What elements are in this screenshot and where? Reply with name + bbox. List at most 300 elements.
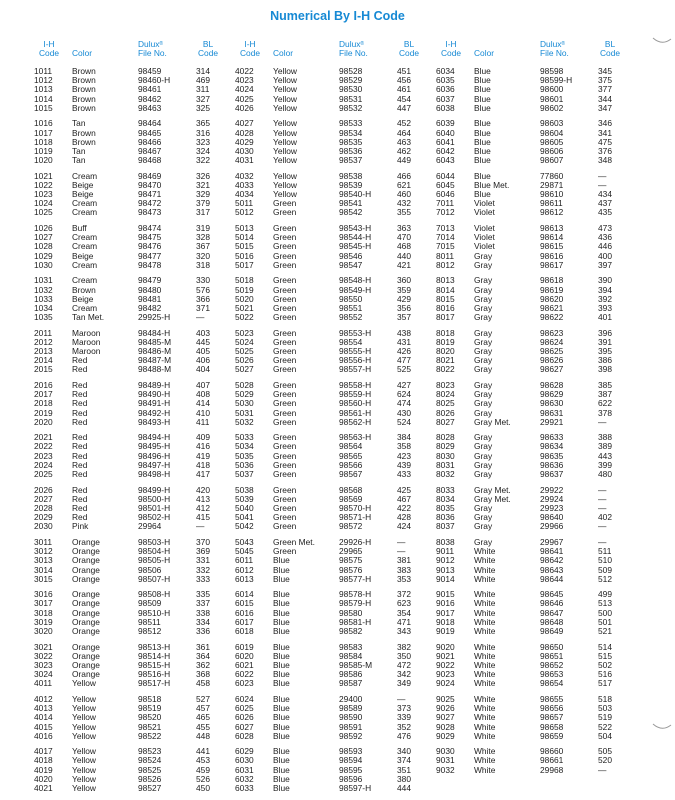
cell-bl: 434: [598, 189, 612, 200]
cell-file: 98522: [138, 730, 162, 741]
cell-file: 98585-M: [339, 659, 373, 670]
cell-code: 6029: [235, 746, 254, 757]
cell-file: 98615: [540, 241, 564, 252]
cell-file: 98515-H: [138, 659, 171, 670]
cell-code: 5020: [235, 293, 254, 304]
cell-code: 8033: [436, 484, 455, 495]
cell-code: 4020: [34, 773, 53, 784]
cell-bl: 621: [397, 179, 411, 190]
cell-code: 1026: [34, 222, 53, 233]
cell-code: 6024: [235, 693, 254, 704]
cell-code: 2025: [34, 469, 53, 480]
cell-color: White: [474, 598, 496, 609]
header-color: Color: [273, 48, 294, 58]
cell-file: 29964: [138, 521, 162, 532]
cell-code: 8021: [436, 355, 455, 366]
cell-bl: 500: [598, 607, 612, 618]
cell-color: Gray Met.: [474, 493, 511, 504]
cell-code: 8034: [436, 493, 455, 504]
cell-code: 4027: [235, 118, 254, 129]
cell-code: 6036: [436, 84, 455, 95]
cell-bl: 509: [598, 564, 612, 575]
cell-color: Cream: [72, 232, 98, 243]
cell-bl: —: [598, 484, 607, 495]
cell-code: 6013: [235, 573, 254, 584]
cell-color: Green: [273, 512, 297, 523]
cell-file: 98657: [540, 712, 564, 723]
cell-file: 29923: [540, 503, 564, 513]
cell-code: 8014: [436, 284, 455, 295]
cell-bl: 410: [196, 407, 210, 418]
cell-bl: 330: [196, 275, 210, 286]
cell-bl: 311: [196, 84, 210, 95]
cell-code: 2021: [34, 432, 53, 443]
header-dulux: Dulux®: [138, 39, 164, 49]
cell-color: White: [474, 555, 496, 566]
cell-color: Maroon: [72, 336, 101, 347]
cell-file: 98610: [540, 189, 564, 200]
cell-file: 98505-H: [138, 555, 171, 566]
cell-code: 6042: [436, 145, 455, 156]
cell-color: Blue: [474, 84, 491, 95]
cell-bl: 476: [397, 730, 411, 741]
cell-bl: 353: [397, 573, 411, 584]
cell-bl: 349: [397, 678, 411, 689]
cell-code: 5015: [235, 241, 254, 252]
cell-file: 98499-H: [138, 484, 171, 495]
cell-color: Cream: [72, 198, 98, 209]
cell-file: 98640: [540, 512, 564, 523]
cell-bl: 510: [598, 555, 612, 566]
cell-file: 98631: [540, 407, 564, 418]
cell-file: 98513-H: [138, 641, 171, 652]
cell-file: 98587: [339, 678, 363, 689]
cell-code: 9023: [436, 669, 455, 680]
cell-color: Blue: [273, 678, 290, 689]
cell-color: Yellow: [273, 75, 297, 86]
cell-bl: 331: [196, 555, 210, 566]
cell-file: 98571-H: [339, 512, 372, 523]
cell-color: Blue: [273, 703, 290, 714]
cell-bl: 385: [598, 379, 612, 390]
cell-color: Gray: [474, 521, 493, 532]
cell-file: 98660: [540, 746, 564, 757]
cell-bl: 438: [397, 327, 411, 338]
cell-code: 5012: [235, 207, 254, 218]
cell-file: 98550: [339, 293, 363, 304]
cell-file: 98512: [138, 626, 162, 637]
cell-bl: 357: [397, 312, 411, 323]
cell-file: 98514-H: [138, 650, 171, 661]
cell-file: 98558-H: [339, 379, 372, 390]
cell-color: Green: [273, 416, 297, 427]
cell-color: White: [474, 755, 496, 766]
cell-bl: 445: [196, 336, 210, 347]
cell-color: Blue: [474, 136, 491, 147]
cell-code: 6032: [235, 773, 254, 784]
cell-color: Green: [273, 450, 297, 461]
cell-file: 98555-H: [339, 346, 372, 357]
cell-color: Brown: [72, 93, 96, 104]
cell-color: Gray: [474, 355, 493, 366]
cell-color: Gray Met.: [474, 484, 511, 495]
cell-file: 98506: [138, 564, 162, 575]
cell-code: 5025: [235, 346, 254, 357]
cell-file: 98459: [138, 66, 162, 76]
cell-bl: 522: [598, 721, 612, 732]
cell-code: 1022: [34, 179, 53, 190]
cell-bl: 415: [196, 512, 210, 523]
cell-bl: 403: [196, 327, 210, 338]
cell-code: 2019: [34, 407, 53, 418]
cell-color: Gray: [474, 389, 493, 400]
cell-file: 98463: [138, 102, 162, 113]
cell-code: 9030: [436, 746, 455, 757]
cell-file: 98649: [540, 626, 564, 637]
cell-bl: 379: [196, 198, 210, 209]
cell-color: Beige: [72, 250, 94, 261]
cell-file: 98517-H: [138, 678, 171, 689]
cell-file: 98584: [339, 650, 363, 661]
page-title: Numerical By I-H Code: [270, 9, 405, 23]
cell-code: 7013: [436, 222, 455, 233]
cell-color: Blue: [273, 650, 290, 661]
cell-file: 98591: [339, 721, 363, 732]
cell-file: 98566: [339, 459, 363, 470]
cell-bl: 356: [397, 302, 411, 313]
cell-file: 98467: [138, 145, 162, 156]
registered-mark: ®: [159, 41, 164, 47]
cell-color: Orange: [72, 650, 100, 661]
cell-file: 98618: [540, 275, 564, 286]
cell-bl: 381: [397, 555, 411, 566]
cell-code: 3012: [34, 546, 53, 557]
cell-bl: 526: [196, 773, 210, 784]
cell-file: 98464: [138, 118, 162, 129]
cell-code: 2011: [34, 327, 53, 338]
cell-code: 2014: [34, 355, 53, 366]
cell-color: Beige: [72, 179, 94, 190]
cell-code: 6022: [235, 669, 254, 680]
cell-file: 98521: [138, 721, 162, 732]
cell-code: 6015: [235, 598, 254, 609]
cell-code: 4014: [34, 712, 53, 723]
cell-color: Yellow: [273, 127, 297, 138]
cell-code: 6028: [235, 730, 254, 741]
cell-color: Orange: [72, 573, 100, 584]
cell-code: 3018: [34, 607, 53, 618]
cell-color: Red: [72, 459, 88, 470]
cell-color: Orange: [72, 546, 100, 557]
cell-code: 6034: [436, 66, 455, 76]
cell-color: Gray: [474, 441, 493, 452]
cell-file: 98590: [339, 712, 363, 723]
cell-code: 6020: [235, 650, 254, 661]
cell-code: 9027: [436, 712, 455, 723]
cell-color: Orange: [72, 598, 100, 609]
cell-bl: 318: [196, 259, 210, 270]
cell-color: Green: [273, 302, 297, 313]
cell-bl: 466: [397, 170, 411, 181]
cell-code: 8024: [436, 389, 455, 400]
cell-bl: 399: [598, 459, 612, 470]
cell-color: Blue: [273, 746, 290, 757]
cell-color: Yellow: [273, 170, 297, 181]
cell-code: 2026: [34, 484, 53, 495]
cell-bl: —: [397, 693, 406, 704]
cell-bl: —: [196, 521, 205, 532]
cell-code: 7011: [436, 198, 455, 209]
cell-file: 29400: [339, 693, 363, 704]
cell-file: 98636: [540, 459, 564, 470]
cell-color: Green: [273, 398, 297, 409]
cell-file: 98561-H: [339, 407, 372, 418]
cell-code: 5011: [235, 198, 254, 209]
cell-code: 6046: [436, 189, 455, 200]
cell-bl: 514: [598, 641, 612, 652]
cell-code: 9012: [436, 555, 455, 566]
cell-code: 3022: [34, 650, 53, 661]
cell-bl: 477: [397, 355, 411, 366]
cell-code: 6037: [436, 93, 455, 104]
cell-color: Green: [273, 207, 297, 218]
cell-file: 98486-M: [138, 346, 172, 357]
cell-color: Orange: [72, 564, 100, 575]
cell-code: 6035: [436, 75, 455, 86]
cell-file: 98603: [540, 118, 564, 129]
cell-file: 98504-H: [138, 546, 171, 557]
cell-color: Tan: [72, 118, 86, 129]
cell-bl: 504: [598, 730, 612, 741]
cell-file: 29925-H: [138, 312, 171, 323]
cell-file: 98516-H: [138, 669, 171, 680]
cell-bl: 317: [196, 207, 210, 218]
cell-file: 98492-H: [138, 407, 171, 418]
cell-file: 98606: [540, 145, 564, 156]
cell-code: 2030: [34, 521, 53, 532]
cell-code: 2016: [34, 379, 53, 390]
cell-bl: 343: [397, 626, 411, 637]
cell-file: 98556-H: [339, 355, 372, 366]
cell-color: Blue: [273, 555, 290, 566]
cell-color: Gray: [474, 364, 493, 375]
cell-code: 6027: [235, 721, 254, 732]
cell-color: Blue: [273, 764, 290, 775]
cell-code: 2018: [34, 398, 53, 409]
cell-color: Yellow: [273, 93, 297, 104]
cell-code: 1012: [34, 75, 53, 86]
cell-file: 98470: [138, 179, 162, 190]
cell-color: Blue: [474, 170, 491, 181]
cell-code: 7014: [436, 232, 455, 243]
cell-bl: 344: [598, 93, 612, 104]
cell-file: 98494-H: [138, 432, 171, 443]
cell-code: 1030: [34, 259, 53, 270]
cell-file: 98528: [339, 66, 363, 76]
cell-code: 1020: [34, 155, 53, 166]
cell-code: 5042: [235, 521, 254, 532]
cell-bl: 418: [196, 459, 210, 470]
cell-file: 98481: [138, 293, 162, 304]
cell-code: 8032: [436, 469, 455, 480]
cell-code: 1033: [34, 293, 53, 304]
cell-bl: 517: [598, 678, 612, 689]
cell-bl: 427: [397, 379, 411, 390]
cell-file: 98501-H: [138, 503, 171, 513]
cell-file: 98543-H: [339, 222, 372, 233]
cell-code: 4033: [235, 179, 254, 190]
cell-bl: 414: [196, 398, 210, 409]
cell-bl: 469: [196, 75, 210, 86]
cell-code: 6021: [235, 659, 254, 670]
cell-bl: 394: [598, 284, 612, 295]
cell-color: Green Met.: [273, 536, 315, 547]
cell-file: 29966: [540, 521, 564, 532]
cell-file: 98623: [540, 327, 564, 338]
cell-bl: 454: [397, 93, 411, 104]
cell-bl: 402: [598, 512, 612, 523]
cell-color: Blue: [474, 93, 491, 104]
cell-code: 4019: [34, 764, 53, 775]
header-color: Color: [72, 48, 93, 58]
cell-color: Red: [72, 432, 88, 443]
cell-bl: —: [598, 536, 607, 547]
cell-file: 98509: [138, 598, 162, 609]
cell-code: 5043: [235, 536, 254, 547]
cell-code: 9022: [436, 659, 455, 670]
cell-file: 98491-H: [138, 398, 171, 409]
cell-color: Blue: [474, 66, 491, 76]
cell-color: Red: [72, 355, 88, 366]
cell-color: Green: [273, 284, 297, 295]
cell-color: Blue: [273, 659, 290, 670]
cell-bl: 386: [598, 355, 612, 366]
cell-code: 5038: [235, 484, 254, 495]
cell-color: Green: [273, 484, 297, 495]
cell-bl: 471: [397, 616, 411, 627]
cell-file: 98605: [540, 136, 564, 147]
cell-bl: 372: [397, 589, 411, 600]
cell-file: 98548-H: [339, 275, 372, 286]
cell-color: Yellow: [273, 102, 297, 113]
cell-color: Red: [72, 469, 88, 480]
cell-code: 4034: [235, 189, 254, 200]
cell-code: 6031: [235, 764, 254, 775]
cell-file: 29967: [540, 536, 564, 547]
cell-bl: 351: [397, 764, 411, 775]
cell-code: 3020: [34, 626, 53, 637]
cell-code: 9014: [436, 573, 455, 584]
cell-file: 29926-H: [339, 536, 372, 547]
cell-bl: 405: [196, 346, 210, 357]
cell-color: White: [474, 607, 496, 618]
cell-bl: 342: [397, 669, 411, 680]
cell-code: 3017: [34, 598, 53, 609]
cell-bl: 366: [196, 293, 210, 304]
cell-bl: 348: [598, 155, 612, 166]
cell-color: White: [474, 730, 496, 741]
cell-color: Yellow: [72, 693, 96, 704]
cell-file: 98654: [540, 678, 564, 689]
cell-file: 98461: [138, 84, 162, 95]
cell-color: White: [474, 693, 496, 704]
cell-color: Orange: [72, 626, 100, 637]
cell-code: 6014: [235, 589, 254, 600]
header-ih-code: Code: [38, 48, 60, 58]
cell-color: Gray: [474, 398, 493, 409]
cell-file: 98575: [339, 555, 363, 566]
cell-file: 98586: [339, 669, 363, 680]
header-file-no: File No.: [138, 48, 167, 58]
cell-code: 3015: [34, 573, 53, 584]
cell-file: 98480: [138, 284, 162, 295]
cell-color: Gray: [474, 503, 493, 513]
cell-color: Yellow: [273, 66, 297, 76]
cell-bl: 391: [598, 336, 612, 347]
cell-bl: 519: [598, 712, 612, 723]
cell-file: 98658: [540, 721, 564, 732]
cell-file: 98536: [339, 145, 363, 156]
cell-bl: 623: [397, 598, 411, 609]
header-ih-code: Code: [440, 48, 462, 58]
cell-file: 98645: [540, 589, 564, 600]
cell-bl: 397: [598, 259, 612, 270]
cell-bl: 456: [397, 75, 411, 86]
cell-code: 5022: [235, 312, 254, 323]
cell-bl: 441: [196, 746, 210, 757]
cell-color: Blue: [273, 712, 290, 723]
cell-code: 8013: [436, 275, 455, 286]
cell-color: Cream: [72, 302, 98, 313]
cell-color: Orange: [72, 641, 100, 652]
cell-code: 6044: [436, 170, 455, 181]
cell-bl: 417: [196, 469, 210, 480]
cell-color: Yellow: [72, 712, 96, 723]
cell-file: 98551: [339, 302, 363, 313]
cell-bl: 501: [598, 616, 612, 627]
cell-bl: 452: [397, 118, 411, 129]
cell-color: Red: [72, 398, 88, 409]
header-bl-code: Code: [398, 48, 420, 58]
cell-code: 6017: [235, 616, 254, 627]
cell-file: 98460-H: [138, 75, 171, 86]
cell-code: 8029: [436, 441, 455, 452]
cell-bl: 463: [397, 136, 411, 147]
cell-code: 1023: [34, 189, 53, 200]
binder-hole-mark-bottom: [652, 722, 672, 732]
cell-color: Green: [273, 389, 297, 400]
cell-file: 98642: [540, 555, 564, 566]
cell-code: 9024: [436, 678, 455, 689]
cell-file: 98656: [540, 703, 564, 714]
cell-color: White: [474, 564, 496, 575]
cell-color: Orange: [72, 589, 100, 600]
cell-bl: 355: [397, 207, 411, 218]
cell-bl: 406: [196, 355, 210, 366]
cell-color: Maroon: [72, 346, 101, 357]
cell-bl: 472: [397, 659, 411, 670]
cell-bl: 413: [196, 493, 210, 504]
cell-bl: —: [598, 493, 607, 504]
cell-file: 98539: [339, 179, 363, 190]
cell-code: 1021: [34, 170, 53, 181]
cell-file: 98508-H: [138, 589, 171, 600]
cell-bl: 450: [196, 783, 210, 794]
cell-file: 98489-H: [138, 379, 171, 390]
cell-code: 6026: [235, 712, 254, 723]
cell-file: 98650: [540, 641, 564, 652]
cell-bl: 322: [196, 155, 210, 166]
